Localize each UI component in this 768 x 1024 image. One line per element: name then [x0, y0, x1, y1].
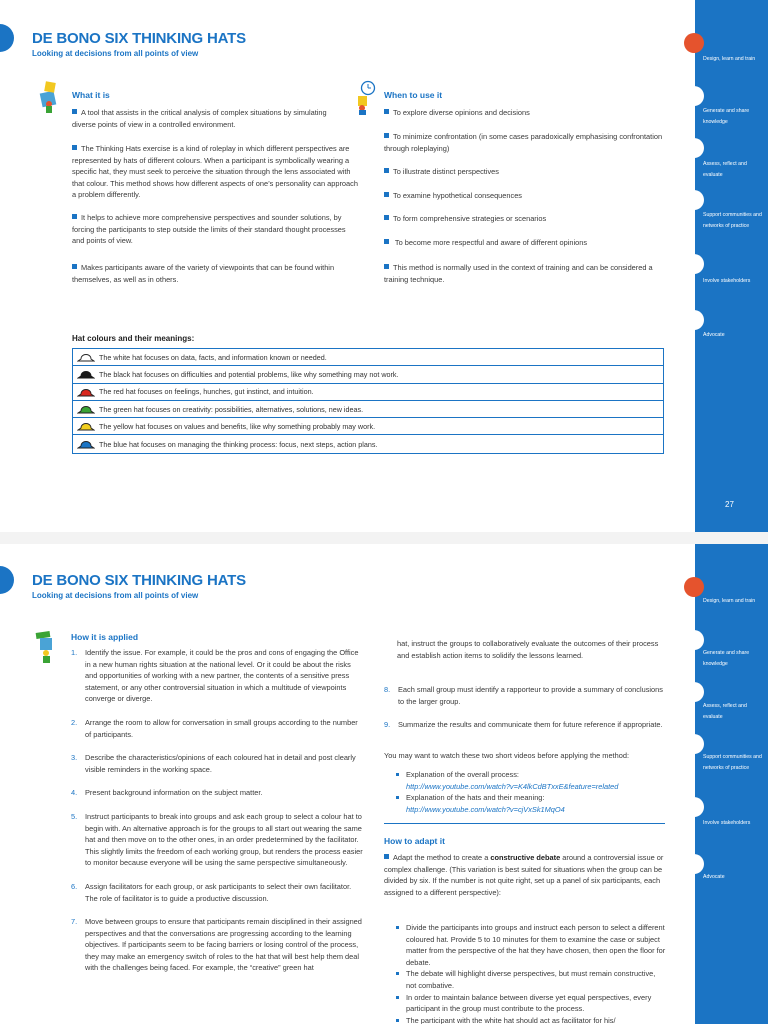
sidebar-dot-design — [684, 577, 704, 597]
what-para-3: It helps to achieve more comprehensive perspectives and sounder solutions, by forcing the participants to step outside the limits of their standard thought processes and points of view. — [72, 213, 346, 246]
what-para-4: Makes participants aware of the variety of viewpoints that can be found within themselves, as well as in others. — [72, 263, 335, 284]
video-item: Explanation of the hats and their meaning: http://www.youtube.com/watch?v=cjVxSk1MqO4 — [394, 792, 666, 815]
adapt-item: The debate will highlight diverse perspectives, but must remain constructive, not combative. — [394, 968, 666, 991]
sidebar-item-advocate[interactable]: Advocate — [703, 332, 725, 338]
videos-list — [394, 769, 666, 815]
hat-text-blue: The blue hat focuses on managing the thinking process: focus, next steps, action plans. — [99, 439, 378, 449]
applied-steps-list-2 — [384, 684, 666, 743]
sidebar-item-generate[interactable]: Generate and share knowledge — [703, 108, 750, 125]
sidebar-dot-advocate — [684, 854, 704, 874]
sidebar-item-support[interactable]: Support communities and networks of practice — [703, 212, 762, 229]
hat-text-yellow: The yellow hat focuses on values and benefits, like why something probably may work. — [99, 421, 376, 431]
applied-steps-list — [71, 647, 363, 986]
page-number: 27 — [725, 500, 734, 509]
adapt-intro: Adapt the method to create a constructive debate around a controversial issue or complex challenge. (This variation is best suited for situations when the group can be divided by six. If the number is not quite right, set up a panel of six participants, each assigned to a different perspective): — [384, 853, 664, 897]
hat-text-black: The black hat focuses on difficulties and potential problems, like why something may not work. — [99, 369, 399, 379]
step-item: 1. Identify the issue. For example, it could be the pros and cons of engaging the Office in a new human rights situation at the national level. Or it could be about the risks and opportunities of working with a new partner, the contents of a sensitive press statement, or any other controversial situation in which a multitude of viewpoints converge or diverge. — [71, 648, 359, 704]
video-link[interactable]: http://www.youtube.com/watch?v=cjVxSk1MqO4 — [406, 804, 565, 814]
sidebar-item-involve[interactable]: Involve stakeholders — [703, 278, 751, 284]
when-item-1: To explore diverse opinions and decisions — [384, 107, 664, 119]
sidebar-dot-support — [684, 734, 704, 754]
video-link[interactable]: http://www.youtube.com/watch?v=K4lkCdBTxxE&feature=related — [406, 781, 619, 791]
hat-row-black — [73, 366, 663, 383]
video-item: Explanation of the overall process: http://www.youtube.com/watch?v=K4lkCdBTxxE&feature=related — [394, 769, 666, 792]
adapt-list — [394, 922, 666, 1024]
when-item-3: To illustrate distinct perspectives — [384, 166, 664, 178]
hat-row-blue — [73, 435, 663, 452]
hat-row-red — [73, 384, 663, 401]
adapt-item: In order to maintain balance between diverse yet equal perspectives, every participant in the group must contribute to the process. — [394, 992, 666, 1015]
when-item-5: To form comprehensive strategies or scenarios — [384, 213, 664, 225]
adapt-item: The participant with the white hat should act as facilitator for his/ — [394, 1015, 666, 1024]
black-hat-icon — [77, 369, 95, 379]
sidebar-dot-involve — [684, 254, 704, 274]
hats-stack-icon — [38, 80, 60, 119]
hat-row-white — [73, 349, 663, 366]
blue-hat-icon — [77, 439, 95, 449]
green-hat-icon — [77, 404, 95, 414]
page-gap — [0, 532, 768, 544]
page-subtitle: Looking at decisions from all points of view — [32, 591, 199, 600]
sidebar-item-generate[interactable]: Generate and share knowledge — [703, 650, 750, 667]
sidebar-item-assess[interactable]: Assess, reflect and evaluate — [703, 161, 747, 178]
step-item: 8. Each small group must identify a rapporteur to provide a summary of conclusions to the larger group. — [384, 685, 663, 706]
step-item: 3. Describe the characteristics/opinions of each coloured hat in detail and post clearly visible reminders in the working space. — [71, 753, 356, 774]
when-item-2: To minimize confrontation (in some cases paradoxically emphasising confrontation through roleplaying) — [384, 132, 663, 153]
hat-row-yellow — [73, 418, 663, 435]
hat-row-green — [73, 401, 663, 418]
sidebar-item-support[interactable]: Support communities and networks of practice — [703, 754, 762, 771]
section-divider — [384, 823, 665, 824]
what-it-is-heading: What it is — [72, 90, 110, 100]
step-item: 9. Summarize the results and communicate them for future reference if appropriate. — [384, 720, 663, 730]
clock-figure-icon — [354, 80, 378, 121]
section-sidebar — [695, 544, 768, 1024]
hat-text-green: The green hat focuses on creativity: possibilities, alternatives, solutions, new ideas. — [99, 404, 364, 414]
what-para-2: The Thinking Hats exercise is a kind of roleplay in which different perspectives are represented by hats of different colours. When a participant is symbolically wearing a specific hat, they must seek to perceive the situation through the lens associated with that colour. This method shows how different aspects of one’s personality can approach a problem differently. — [72, 144, 358, 200]
what-para-1: A tool that assists in the critical analysis of complex situations by simulating diverse points of view in a controlled environment. — [72, 108, 327, 129]
hats-figure-icon — [34, 628, 60, 669]
how-applied-heading: How it is applied — [71, 632, 139, 642]
sidebar-dot-generate — [684, 86, 704, 106]
red-hat-icon — [77, 387, 95, 397]
sidebar-item-advocate[interactable]: Advocate — [703, 874, 725, 880]
sidebar-item-design[interactable]: Design, learn and train — [703, 598, 756, 604]
sidebar-dot-advocate — [684, 310, 704, 330]
white-hat-icon — [77, 352, 95, 362]
sidebar-item-assess[interactable]: Assess, reflect and evaluate — [703, 703, 747, 720]
page-title: DE BONO SIX THINKING HATS — [32, 572, 246, 589]
sidebar-item-involve[interactable]: Involve stakeholders — [703, 820, 751, 826]
hat-text-red: The red hat focuses on feelings, hunches, gut instinct, and intuition. — [99, 387, 314, 397]
step-7-continued: hat, instruct the groups to collaboratively evaluate the outcomes of their process and establish action items to solidify the lessons learned. — [397, 639, 659, 660]
sidebar-dot-assess — [684, 682, 704, 702]
how-adapt-heading: How to adapt it — [384, 836, 445, 846]
corner-dot — [0, 24, 14, 52]
when-item-6: To become more respectful and aware of different opinions — [384, 237, 664, 249]
page-subtitle: Looking at decisions from all points of view — [32, 49, 199, 58]
adapt-item: Divide the participants into groups and instruct each person to select a different coloured hat. Provide 5 to 10 minutes for them to examine the case or subject matter from the perspective of the hat they have chosen, then open the floor for debate. — [394, 922, 666, 968]
sidebar-dot-support — [684, 190, 704, 210]
yellow-hat-icon — [77, 421, 95, 431]
step-item: 4. Present background information on the subject matter. — [71, 788, 263, 798]
step-item: 5. Instruct participants to break into groups and ask each group to select a colour hat to begin with. An alternative approach is for the groups to all start out wearing the same hat and then move on to the other ones, in an order predetermined by the facilitator. This slightly limits the freedom of each working group, but renders the process easier to monitor because everyone will be using the same perspective simultaneously. — [71, 811, 363, 868]
sidebar-dot-involve — [684, 797, 704, 817]
sidebar-dot-assess — [684, 138, 704, 158]
page-title: DE BONO SIX THINKING HATS — [32, 30, 246, 47]
sidebar-dot-design — [684, 33, 704, 53]
when-item-4: To examine hypothetical consequences — [384, 190, 664, 202]
step-item: 6. Assign facilitators for each group, or ask participants to select their own facilitator. The role of facilitator is to guide a productive discussion. — [71, 881, 352, 903]
when-item-7: This method is normally used in the context of training and can be considered a training technique. — [384, 263, 653, 284]
step-item: 2. Arrange the room to allow for conversation in small groups according to the number of participants. — [71, 717, 358, 739]
step-item: 7. Move between groups to ensure that participants remain disciplined in their assigned perspectives and that the conversations are progressing according to the learning objectives. If participants seem to be facing barriers or losing control of the process, they may make an emergency switch of roles to the hat that will best help them deal with the challenges being faced. For example, the “creative” green hat — [71, 917, 362, 973]
when-to-use-heading: When to use it — [384, 90, 443, 100]
sidebar-dot-generate — [684, 630, 704, 650]
videos-intro: You may want to watch these two short videos before applying the method: — [384, 751, 629, 760]
hat-colours-heading: Hat colours and their meanings: — [72, 334, 195, 343]
corner-dot — [0, 566, 14, 594]
sidebar-item-design[interactable]: Design, learn and train — [703, 56, 756, 62]
hat-text-white: The white hat focuses on data, facts, and information known or needed. — [99, 352, 327, 362]
page-28 — [0, 544, 768, 1024]
section-sidebar — [695, 0, 768, 532]
hat-colours-table — [72, 348, 664, 454]
